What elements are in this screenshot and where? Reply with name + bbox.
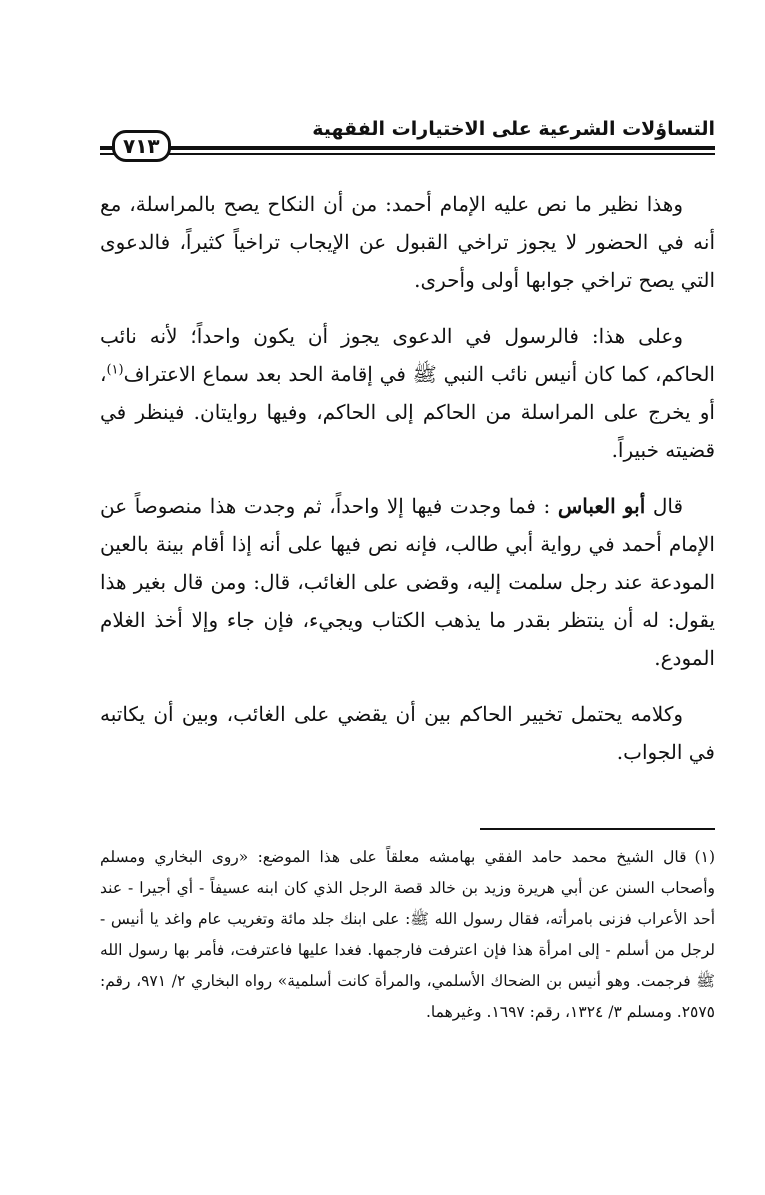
footnote-separator	[480, 828, 715, 830]
paragraph-3	[100, 487, 715, 677]
footnote-number: (١)	[694, 848, 715, 866]
footnote-reference[interactable]: (١)	[106, 362, 124, 378]
page-number: ٧١٣	[112, 130, 171, 162]
paragraph-2-text-a: وعلى هذا: فالرسول في الدعوى يجوز أن يكون واحداً؛ لأنه نائب الحاكم، كما كان أنيس نائب النبي ﷺ في إقامة الحد بعد سماع الاعتراف	[100, 324, 715, 386]
header-rule	[100, 146, 715, 150]
page-header	[100, 118, 715, 168]
paragraph-3-text: : فما وجدت فيها إلا واحداً، ثم وجدت هذا منصوصاً عن الإمام أحمد في رواية أبي طالب، فإنه نص فيها على أنه إذا أقام بينة بالعين المودعة عند رجل سلمت إليه، وقضى على الغائب، قال: ومن قال بغير هذا يقول: له أن ينتظر بقدر ما يذهب الكتاب ويجيء، فإن جاء وإلا أخذ الغلام المودع.	[100, 494, 715, 670]
paragraph-3-lead: قال	[652, 494, 684, 518]
running-title: التساؤلات الشرعية على الاختيارات الفقهية	[312, 118, 715, 140]
footnotes	[100, 842, 715, 1028]
header-rule-thin	[100, 153, 715, 155]
footnote-1	[100, 842, 715, 1028]
paragraph-2-text-b: ، أو يخرج على المراسلة من الحاكم إلى الحاكم، وفيها روايتان. فينظر في قضيته خبيراً.	[100, 362, 715, 462]
main-text	[100, 185, 715, 789]
footnote-text: قال الشيخ محمد حامد الفقي بهامشه معلقاً على هذا الموضع: «روى البخاري ومسلم وأصحاب السنن عن أبي هريرة وزيد بن خالد قصة الرجل الذي كان ابنه عسيفاً - أي أجيرا - عند أحد الأعراب فزنى بامرأته، فقال رسول الله ﷺ: على ابنك جلد مائة وتغريب عام واغد يا أنيس - لرجل من أسلم - إلى امرأة هذا فإن اعترفت فارجمها. فغدا عليها فاعترفت، فأمر بها رسول الله ﷺ فرجمت. وهو أنيس بن الضحاك الأسلمي، والمرأة كانت أسلمية» رواه البخاري ٢/ ٩٧١، رقم: ٢٥٧٥. ومسلم ٣/ ١٣٢٤، رقم: ١٦٩٧. وغيرهما.	[100, 848, 715, 1021]
paragraph-4: وكلامه يحتمل تخيير الحاكم بين أن يقضي على الغائب، وبين أن يكاتبه في الجواب.	[100, 702, 715, 764]
paragraph-2	[100, 317, 715, 469]
author-name: أبو العباس	[557, 494, 646, 518]
paragraph-1: وهذا نظير ما نص عليه الإمام أحمد: من أن النكاح يصح بالمراسلة، مع أنه في الحضور لا يجوز تراخي القبول عن الإيجاب تراخياً كثيراً، فالدعوى التي يصح تراخي جوابها أولى وأحرى.	[100, 192, 715, 292]
